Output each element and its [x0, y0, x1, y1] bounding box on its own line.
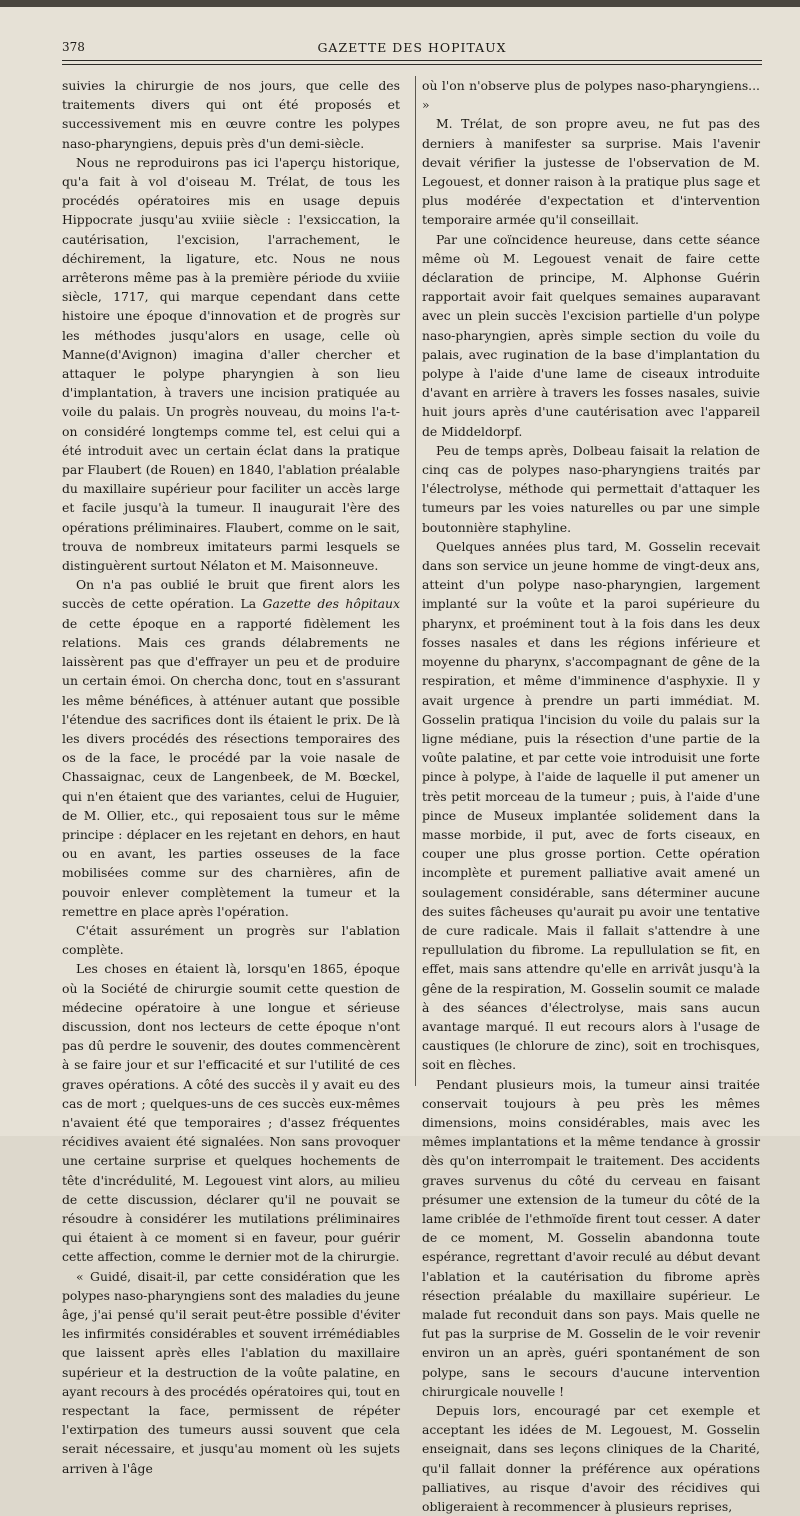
right-paragraph-7: Depuis lors, encouragé par cet exemple et acceptant les idées de M. Legouest, M. Gosselin enseignait, dans ses leçons cliniques de la Charité, qu'il fallait donner la préférence aux opérations palliatives, au risque d'avoir des récidives qui obligeraient à recommencer à plusieurs reprises, [422, 1403, 760, 1515]
journal-title-italic: Gazette des hôpitaux [262, 596, 401, 612]
header-rule-bottom [62, 64, 762, 65]
right-paragraph-2: M. Trélat, de son propre aveu, ne fut pas des derniers à manifester sa surprise. Mais l'avenir devait vérifier la justesse de l'observation de M. Legouest, et donner raison à la pratique plus sage et plus modérée d'expectation et d'intervention temporaire armée qu'il conseillait. [422, 116, 760, 228]
left-paragraph-3 [62, 575, 400, 921]
column-divider [415, 76, 416, 1086]
left-paragraph-5: Les choses en étaient là, lorsqu'en 1865, époque où la Société de chirurgie soumit cette question de médecine opératoire à une longue et sérieuse discussion, dont nos lecteurs de cette époque n'ont pas dû perdre le souvenir, des doutes commencèrent à se faire jour et sur l'efficacité et sur l'utilité de ces graves opérations. A côté des succès il y avait eu des cas de mort ; quelques-uns de ces succès eux-mêmes n'avaient été que temporaires ; d'assez fréquentes récidives avaient été signalées. Non sans provoquer une certaine surprise et quelques hochements de tête d'incrédulité, M. Legouest vint alors, au milieu de cette discussion, déclarer qu'il ne pouvait se résoudre à considérer les mutilations préliminaires qui étaient à ce moment si en faveur, pour guérir cette affection, comme le dernier mot de la chirurgie. [62, 961, 400, 1265]
right-column [422, 76, 760, 1515]
page-top-edge [0, 0, 800, 7]
left-paragraph-3-end: de cette époque en a rapporté fidèlement les relations. Mais ces grands délabrements ne laissèrent pas que d'effrayer un peu et de produire un certain émoi. On chercha donc, tout en s'assurant les même bénéfices, à atténuer autant que possible l'étendue des sacrifices dont ils étaient le prix. De là les divers procédés des résections temporaires des os de la face, le procédé par la voie nasale de Chassaignac, ceux de Langenbeek, de M. Bœckel, qui n'en étaient que des variantes, celui de Huguier, de M. Ollier, etc., qui reposaient tous sur le même principe : déplacer en les rejetant en dehors, en haut ou en avant, les parties osseuses de la face mobilisées comme sur des charnières, afin de pouvoir enlever complètement la tumeur et la remettre en place après l'opération. [62, 615, 400, 919]
right-paragraph-5: Quelques années plus tard, M. Gosselin recevait dans son service un jeune homme de vingt-deux ans, atteint d'un polype naso-pharyngien, largement implanté sur la voûte et la paroi supérieure du pharynx, et proéminent tout à la fois dans les deux fosses nasales et dans les régions inférieure et moyenne du pharynx, s'accompagnant de gêne de la respiration, et même d'imminence d'asphyxie. Il y avait urgence à prendre un parti immédiat. M. Gosselin pratiqua l'incision du voile du palais sur la ligne médiane, puis la résection d'une partie de la voûte palatine, et par cette voie introduisit une forte pince à polype, à l'aide de laquelle il put amener un très petit morceau de la tumeur ; puis, à l'aide d'une pince de Museux implantée solidement dans la masse morbide, il put, avec de forts ciseaux, en couper une plus grosse portion. Cette opération incomplète et purement palliative avait amené un soulagement considérable, sans déterminer aucune des suites fâcheuses qu'aurait pu avoir une tentative de cure radicale. Mais il fallait s'attendre à une repullulation du fibrome. La repullulation se fit, en effet, mais sans attendre qu'elle en arrivât jusqu'à la gêne de la respiration, M. Gosselin soumit ce malade à des séances d'électrolyse, mais sans aucun avantage marqué. Il eut recours alors à l'usage de caustiques (le chlorure de zinc), soit en trochisques, soit en flèches. [422, 538, 760, 1073]
right-paragraph-1: où l'on n'observe plus de polypes naso-pharyngiens... » [422, 78, 760, 113]
left-paragraph-1: suivies la chirurgie de nos jours, que celle des traitements divers qui ont été proposés et successivement mis en œuvre contre les polypes naso-pharyngiens, depuis près d'un demi-siècle. [62, 78, 400, 151]
left-paragraph-3-start: On n'a pas oublié le bruit que firent alors les succès de cette opération. La [62, 577, 400, 612]
left-paragraph-6: « Guidé, disait-il, par cette considération que les polypes naso-pharyngiens sont des maladies du jeune âge, j'ai pensé qu'il serait peut-être possible d'éviter les infirmités considérables et souvent irrémédiables que laissent après elles l'ablation du maxillaire supérieur et la destruction de la voûte palatine, en ayant recours à des procédés opératoires qui, tout en respectant la face, permissent de répéter l'extirpation des tumeurs aussi souvent que cela serait nécessaire, et jusqu'au moment où les sujets arriven à l'âge [62, 1268, 400, 1476]
header-rule-top [62, 60, 762, 61]
right-paragraph-4: Peu de temps après, Dolbeau faisait la relation de cinq cas de polypes naso-pharyngiens traités par l'électrolyse, méthode qui permettait d'attaquer les tumeurs par les voies naturelles ou par une simple boutonnière staphyline. [422, 442, 760, 535]
left-column [62, 76, 401, 1476]
page-header [62, 40, 762, 56]
left-paragraph-4: C'était assurément un progrès sur l'ablation complète. [62, 922, 400, 958]
running-title: GAZETTE DES HOPITAUX [317, 40, 507, 55]
right-paragraph-3: Par une coïncidence heureuse, dans cette séance même où M. Legouest venait de faire cette déclaration de principe, M. Alphonse Guérin rapportait avoir fait quelques semaines auparavant avec un plein succès l'excision partielle d'un polype naso-pharyngien, après simple section du voile du palais, avec rugination de la base d'implantation du polype à l'aide d'une lame de ciseaux introduite d'avant en arrière à travers les fosses nasales, suivie huit jours après d'une cautérisation avec l'appareil de Middeldorpf. [422, 231, 760, 439]
left-paragraph-2: Nous ne reproduirons pas ici l'aperçu historique, qu'a fait à vol d'oiseau M. Trélat, de tous les procédés opératoires mis en usage depuis Hippocrate jusqu'au xviiie siècle : l'exsiccation, la cautérisation, l'excision, l'arrachement, le déchirement, la ligature, etc. Nous ne nous arrêterons même pas à la première période du xviiie siècle, 1717, qui marque cependant dans cette histoire une époque d'innovation et de progrès sur les méthodes jusqu'alors en usage, celle où Manne(d'Avignon) imagina d'aller chercher et attaquer le polype pharyngien à son lieu d'implantation, à travers une incision pratiquée au voile du palais. Un progrès nouveau, du moins l'a-t-on considéré longtemps comme tel, est celui qui a été introduit avec un certain éclat dans la pratique par Flaubert (de Rouen) en 1840, l'ablation préalable du maxillaire supérieur pour faciliter un accès large et facile jusqu'à la tumeur. Il inaugurait l'ère des opérations préliminaires. Flaubert, comme on le sait, trouva de nombreux imitateurs parmi lesquels se distinguèrent surtout Nélaton et M. Maisonneuve. [62, 154, 400, 574]
right-paragraph-6: Pendant plusieurs mois, la tumeur ainsi traitée conservait toujours à peu près les mêmes dimensions, moins considérables, mais avec les mêmes implantations et la même tendance à grossir dès qu'on interrompait le traitement. Des accidents graves survenus du côté du cerveau en faisant présumer une extension de la tumeur du côté de la lame criblée de l'ethmoïde firent tout cesser. A dater de ce moment, M. Gosselin abandonna toute espérance, regrettant d'avoir reculé au début devant l'ablation et la cautérisation du fibrome après résection préalable du maxillaire supérieur. Le malade fut reconduit dans son pays. Mais quelle ne fut pas la surprise de M. Gosselin de le voir revenir environ un an après, guéri spontanément de son polype, sans le secours d'aucune intervention chirurgicale nouvelle ! [422, 1076, 760, 1399]
page-number: 378 [62, 40, 85, 54]
